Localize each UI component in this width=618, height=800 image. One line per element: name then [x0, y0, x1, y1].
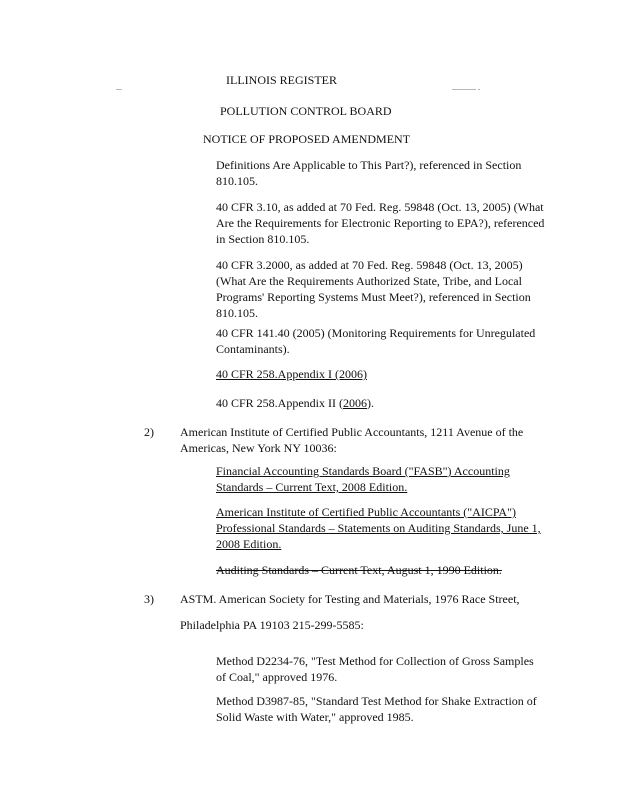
- cfr-reference-3-10: 40 CFR 3.10, as added at 70 Fed. Reg. 59848 (Oct. 13, 2005) (What Are the Requirements for Electronic Reporting to EPA?), referenced in Section 810.105.: [216, 200, 545, 246]
- cfr-last-after: ).: [367, 396, 374, 410]
- cfr-reference-3-2000: 40 CFR 3.2000, as added at 70 Fed. Reg. 59848 (Oct. 13, 2005) (What Are the Requirements Authorized State, Tribe, and Local Programs' Reporting Systems Must Meet?), referenced in Section 810.105.: [216, 258, 531, 320]
- cfr-reference-141-40: 40 CFR 141.40 (2005) (Monitoring Requirements for Unregulated Contaminants).: [216, 326, 536, 356]
- item-3-organization-line2: Philadelphia PA 19103 215-299-5585:: [180, 618, 364, 632]
- item-2-ref-fasb: Financial Accounting Standards Board ("FASB") Accounting Standards – Current Text, 2008 Edition.: [216, 464, 510, 494]
- item-2-ref-aicpa: American Institute of Certified Public Accountants ("AICPA") Professional Standards – Statements on Auditing Standards, June 1, 2008 Edition.: [216, 505, 541, 551]
- register-title: ILLINOIS REGISTER: [226, 73, 337, 87]
- cfr-last-before: 40 CFR 258.Appendix II (: [216, 396, 343, 410]
- item-3-ref-d3987: Method D3987-85, "Standard Test Method for Shake Extraction of Solid Waste with Water," approved 1985.: [216, 694, 537, 724]
- cfr-reference-definitions: Definitions Are Applicable to This Part?), referenced in Section 810.105.: [216, 158, 522, 188]
- notice-title: NOTICE OF PROPOSED AMENDMENT: [203, 132, 411, 146]
- item-2-organization: American Institute of Certified Public Accountants, 1211 Avenue of the Americas, New York NY 10036:: [180, 425, 524, 455]
- board-name: POLLUTION CONTROL BOARD: [220, 104, 392, 118]
- header-right-mark: ............ .: [452, 83, 480, 92]
- item-3-organization-line1: ASTM. American Society for Testing and Materials, 1976 Race Street,: [180, 592, 520, 606]
- item-3-ref-d2234: Method D2234-76, "Test Method for Collection of Gross Samples of Coal," approved 1976.: [216, 654, 534, 684]
- cfr-reference-258-appendix-ii: [216, 395, 546, 411]
- cfr-reference-258-appendix-i: 40 CFR 258.Appendix I (2006): [216, 367, 367, 381]
- header-left-mark: ...: [116, 83, 122, 92]
- item-3-number: 3): [144, 592, 154, 606]
- cfr-last-year: 2006: [343, 396, 367, 410]
- item-2-number: 2): [144, 425, 154, 439]
- item-2-ref-struck: Auditing Standards – Current Text, August 1, 1990 Edition.: [216, 563, 502, 577]
